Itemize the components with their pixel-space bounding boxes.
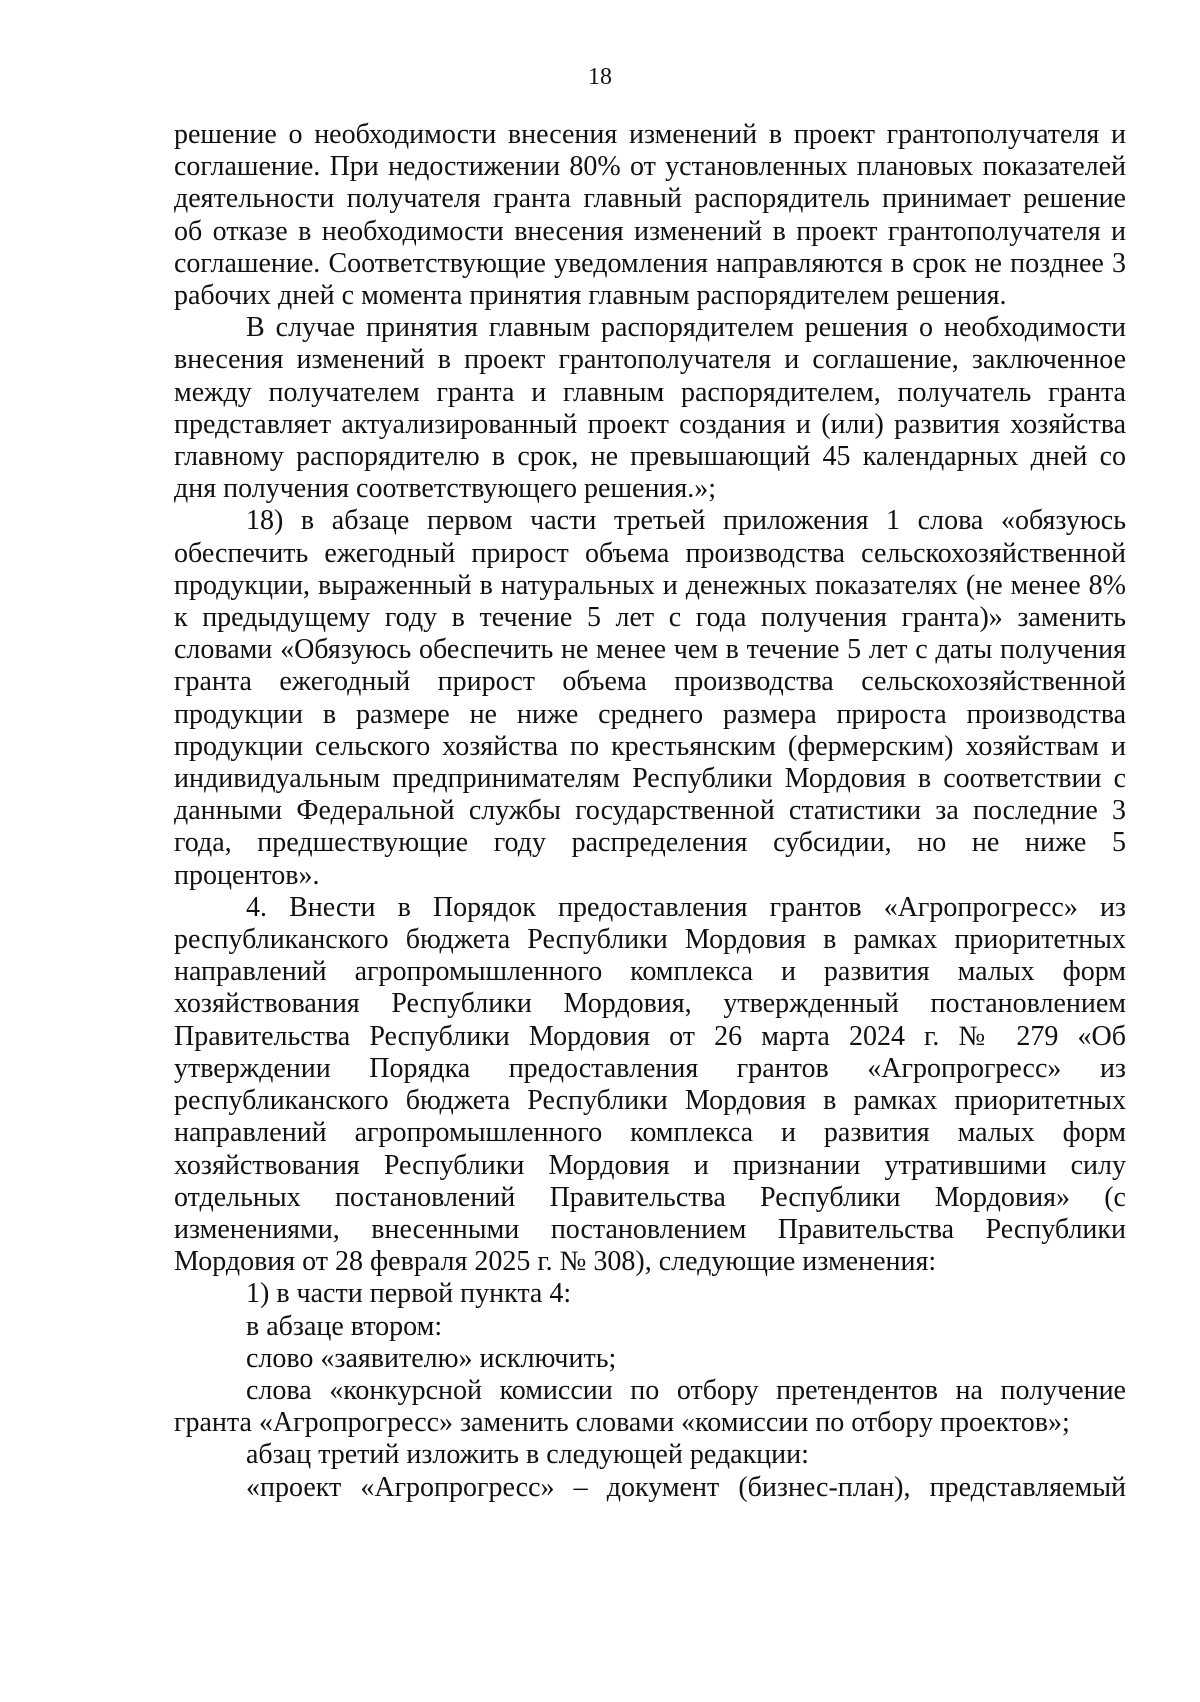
paragraph: В случае принятия главным распорядителем решения о необходимости внесения изменений в проект грантополучателя и соглашение, заключенное между получателем гранта и главным распорядителем, получатель гранта представляет актуализированный проект создания и (или) развития хозяйства главному распорядителю в срок, не превышающий 45 календарных дней со дня получения соответствующего решения.»; bbox=[174, 312, 1126, 505]
page-number: 18 bbox=[588, 64, 612, 90]
document-body bbox=[174, 119, 1126, 1504]
paragraph: в абзаце втором: bbox=[246, 1310, 443, 1342]
paragraph: 1) в части первой пункта 4: bbox=[246, 1278, 572, 1310]
paragraph: слово «заявителю» исключить; bbox=[246, 1342, 617, 1374]
paragraph: 18) в абзаце первом части третьей приложения 1 слова «обязуюсь обеспечить ежегодный прирост объема производства сельскохозяйственной продукции, выраженный в натуральных и денежных показателях (не менее 8% к предыдущему году в течение 5 лет с года получения гранта)» заменить словами «Обязуюсь обеспечить не менее чем в течение 5 лет с даты получения гранта ежегодный прирост объема производства сельскохозяйственной продукции в размере не ниже среднего размера прироста производства продукции сельского хозяйства по крестьянским (фермерским) хозяйствам и индивидуальным предпринимателям Республики Мордовия в соответствии с данными Федеральной службы государственной статистики за последние 3 года, предшествующие году распределения субсидии, но не ниже 5 процентов». bbox=[174, 505, 1126, 891]
paragraph: «проект «Агропрогресс» – документ (бизнес-план), представляемый bbox=[246, 1471, 1126, 1503]
paragraph: 4. Внести в Порядок предоставления грантов «Агропрогресс» из республиканского бюджета Республики Мордовия в рамках приоритетных направлений агропромышленного комплекса и развития малых форм хозяйствования Республики Мордовия, утвержденный постановлением Правительства Республики Мордовия от 26 марта 2024 г. № 279 «Об утверждении Порядка предоставления грантов «Агропрогресс» из республиканского бюджета Республики Мордовия в рамках приоритетных направлений агропромышленного комплекса и развития малых форм хозяйствования Республики Мордовия и признании утратившими силу отдельных постановлений Правительства Республики Мордовия» (с изменениями, внесенными постановлением Правительства Республики Мордовия от 28 февраля 2025 г. № 308), следующие изменения: bbox=[174, 891, 1126, 1278]
paragraph: слова «конкурсной комиссии по отбору претендентов на получение гранта «Агропрогресс» заменить словами «комиссии по отбору проектов»; bbox=[174, 1374, 1126, 1439]
paragraph: абзац третий изложить в следующей редакции: bbox=[246, 1439, 809, 1471]
paragraph: решение о необходимости внесения изменений в проект грантополучателя и соглашение. При недостижении 80% от установленных плановых показателей деятельности получателя гранта главный распорядитель принимает решение об отказе в необходимости внесения изменений в проект грантополучателя и соглашение. Соответствующие уведомления направляются в срок не позднее 3 рабочих дней с момента принятия главным распорядителем решения. bbox=[174, 119, 1126, 312]
